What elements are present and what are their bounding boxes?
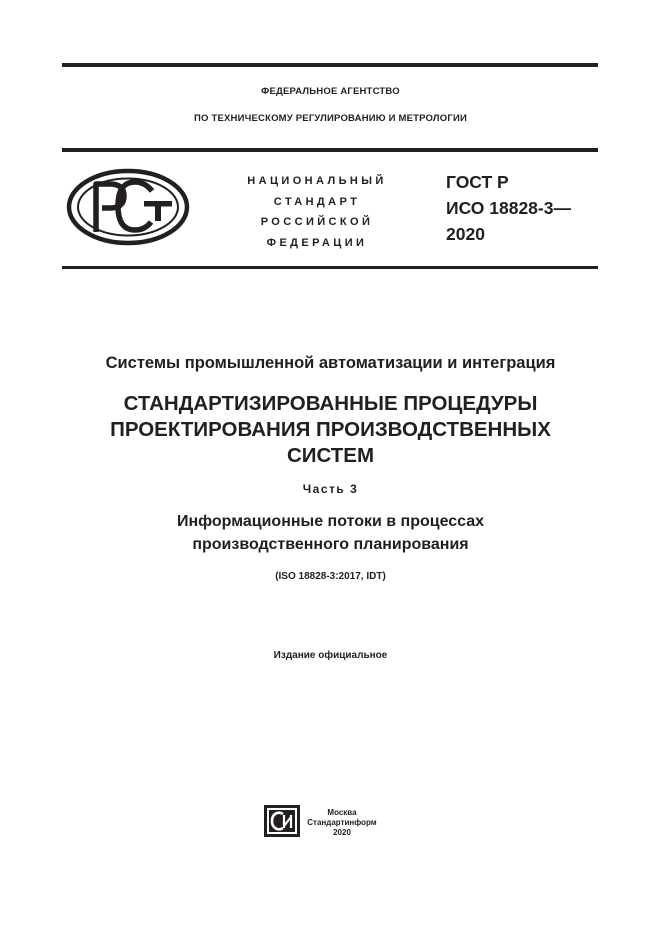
standard-number-line: 2020 [446,224,485,244]
main-title-line: СИСТЕМ [286,444,375,467]
header-bottom-rule [62,266,598,269]
publisher-block [307,808,377,838]
standard-label-line: СТАНДАРТ [273,195,361,208]
standard-label-line: НАЦИОНАЛЬНЫЙ [247,175,387,187]
publisher-logo-icon [264,805,300,837]
standard-number-line: ИСО 18828-3— [446,198,571,218]
top-rule [62,63,598,67]
main-title-line: СТАНДАРТИЗИРОВАННЫЕ ПРОЦЕДУРЫ [123,392,538,415]
subtitle-line: Информационные потоки в процессах [176,513,485,530]
lead-title: Системы промышленной автоматизации и интеграция [105,354,556,372]
publisher-name: Стандартинформ [307,818,377,827]
standard-label-line: РОССИЙСКОЙ [260,216,374,228]
agency-line-2: ПО ТЕХНИЧЕСКОМУ РЕГУЛИРОВАНИЮ И МЕТРОЛОГИИ [194,113,467,124]
standard-label-line: ФЕДЕРАЦИИ [266,236,368,249]
publisher-city: Москва [327,808,357,817]
subtitle [0,510,661,556]
part-number: Часть 3 [302,482,359,496]
subtitle-line: производственного планирования [192,536,469,553]
standard-number [446,169,606,247]
header-rule [62,148,598,152]
gost-logo-icon [66,168,190,246]
main-title [0,391,661,469]
main-title-line: ПРОЕКТИРОВАНИЯ ПРОИЗВОДСТВЕННЫХ [110,418,551,441]
agency-line-1: ФЕДЕРАЛЬНОЕ АГЕНТСТВО [261,86,400,97]
standard-number-line: ГОСТ Р [446,172,509,192]
standard-label [222,171,412,253]
publisher-year: 2020 [333,828,351,837]
iso-reference: (ISO 18828-3:2017, IDT) [275,571,386,582]
edition-note: Издание официальное [273,650,388,661]
